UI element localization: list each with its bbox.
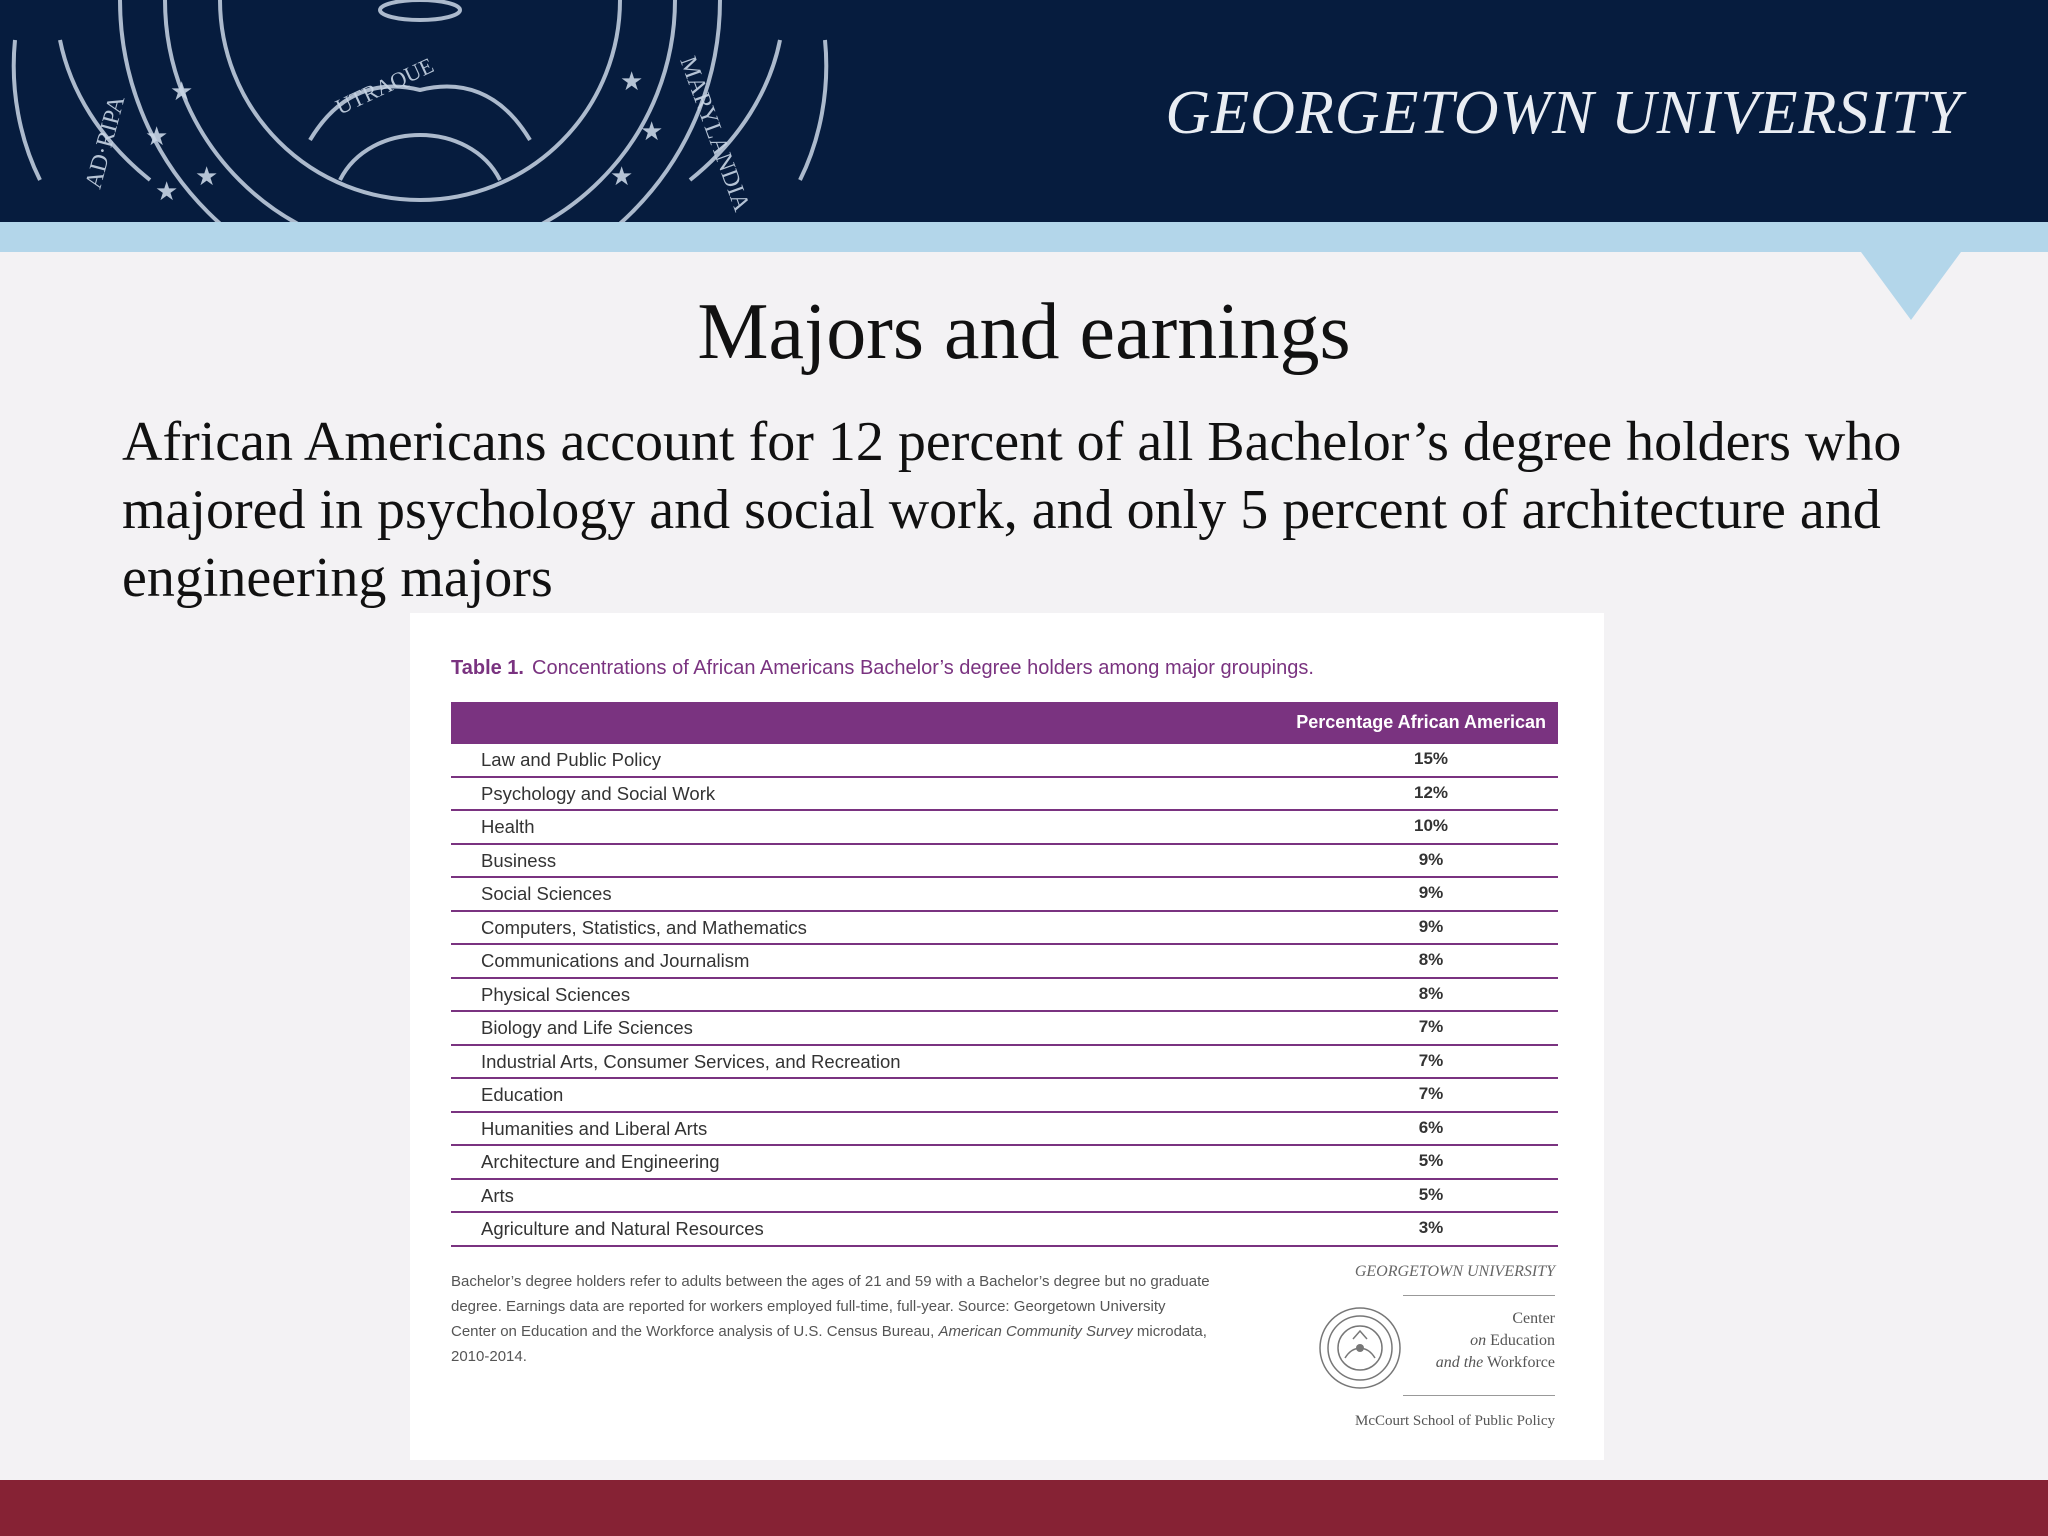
- row-major: Architecture and Engineering: [481, 1151, 720, 1172]
- footnote-tail: microdata, 2010-2014.: [451, 1323, 1207, 1365]
- row-percentage: 12%: [1413, 782, 1449, 802]
- table-row: [451, 1180, 1558, 1214]
- table-footnote: [451, 1269, 1211, 1369]
- row-major: Humanities and Liberal Arts: [481, 1117, 708, 1139]
- cew-line-workforce: and the Workforce: [1435, 1354, 1555, 1371]
- svg-text:★: ★: [610, 162, 634, 191]
- row-percentage: 7%: [1418, 1050, 1444, 1070]
- svg-text:MARYLANDIA: MARYLANDIA: [674, 53, 755, 215]
- table-row: [451, 811, 1558, 845]
- svg-text:UTRAQUE: UTRAQUE: [331, 52, 438, 120]
- svg-text:★: ★: [640, 117, 664, 146]
- row-percentage: 9%: [1418, 883, 1444, 902]
- row-percentage: 3%: [1418, 1218, 1444, 1237]
- svg-text:★: ★: [620, 67, 644, 96]
- row-major: Health: [481, 816, 535, 837]
- row-percentage: 7%: [1418, 1084, 1444, 1103]
- cew-line-center: Center: [1512, 1310, 1555, 1327]
- table-header: [451, 702, 1558, 744]
- cew-logo: [1315, 1263, 1555, 1443]
- table-row: [451, 1213, 1558, 1247]
- table-row: [451, 945, 1558, 979]
- row-major: Arts: [481, 1184, 514, 1206]
- svg-text:★: ★: [195, 162, 219, 191]
- row-major: Business: [481, 849, 557, 871]
- row-percentage: 6%: [1418, 1117, 1444, 1137]
- table-row: [451, 744, 1558, 778]
- cew-seal-icon: [1315, 1303, 1405, 1393]
- row-major: Agriculture and Natural Resources: [481, 1218, 764, 1239]
- row-percentage: 15%: [1413, 749, 1449, 768]
- row-major: Law and Public Policy: [481, 749, 661, 770]
- svg-text:★: ★: [145, 122, 169, 151]
- row-major: Communications and Journalism: [481, 950, 750, 971]
- cew-brand: GEORGETOWN UNIVERSITY: [1354, 1263, 1555, 1280]
- row-major: Psychology and Social Work: [481, 782, 716, 804]
- row-percentage: 9%: [1418, 849, 1444, 869]
- footer-band: [0, 1480, 2048, 1536]
- cew-divider: [1403, 1295, 1555, 1296]
- row-major: Biology and Life Sciences: [481, 1017, 693, 1038]
- row-percentage: 7%: [1418, 1017, 1444, 1036]
- svg-text:★: ★: [170, 77, 194, 106]
- row-major: Social Sciences: [481, 883, 612, 904]
- cew-line-education: on Education: [1470, 1332, 1555, 1349]
- slide-title: Majors and earnings: [697, 288, 1351, 376]
- university-seal-icon: [0, 0, 860, 222]
- table-row: [451, 912, 1558, 946]
- table-row: [451, 1079, 1558, 1113]
- table-panel: [410, 613, 1604, 1460]
- cew-divider: [1403, 1395, 1555, 1396]
- university-brand: GEORGETOWN UNIVERSITY: [1165, 79, 1962, 147]
- table-caption-text: Concentrations of African Americans Bachelor’s degree holders among major groupings.: [532, 657, 1314, 679]
- cew-school: McCourt School of Public Policy: [1355, 1413, 1555, 1429]
- header-stripe: [0, 222, 2048, 252]
- row-percentage: 5%: [1418, 1151, 1444, 1170]
- cew-center-name: [1436, 1308, 1555, 1374]
- data-table: [451, 702, 1558, 1247]
- table-row: [451, 1146, 1558, 1180]
- column-header-percentage: Percentage African American: [1296, 712, 1546, 732]
- row-major: Physical Sciences: [481, 983, 631, 1005]
- table-label: Table 1.: [451, 657, 524, 679]
- row-percentage: 9%: [1418, 916, 1444, 936]
- table-row: [451, 1012, 1558, 1046]
- footnote-source: American Community Survey: [938, 1323, 1133, 1340]
- footnote-main: Bachelor’s degree holders refer to adults between the ages of 21 and 59 with a Bachelor’s degree but no graduate degree. Earnings data are reported for workers employed full-time, full-year. Source: Georgetown University Center on Education and the Workforce analysis of U.S. Census Bureau,: [451, 1273, 1210, 1340]
- svg-text:AD·RIPA: AD·RIPA: [80, 92, 131, 192]
- svg-text:★: ★: [155, 177, 179, 206]
- row-major: Education: [481, 1084, 564, 1105]
- slide-body: African Americans account for 12 percent of all Bachelor’s degree holders who majored in psychology and social work, and only 5 percent of architecture and engineering majors: [122, 411, 1902, 609]
- table-row: [451, 1113, 1558, 1147]
- row-percentage: 8%: [1418, 950, 1444, 969]
- row-major: Computers, Statistics, and Mathematics: [481, 916, 807, 938]
- table-row: [451, 778, 1558, 812]
- table-row: [451, 979, 1558, 1013]
- table-row: [451, 1046, 1558, 1080]
- table-row: [451, 878, 1558, 912]
- row-percentage: 8%: [1418, 983, 1444, 1003]
- row-percentage: 5%: [1418, 1184, 1444, 1204]
- header-banner: [0, 0, 2048, 222]
- row-major: Industrial Arts, Consumer Services, and Recreation: [481, 1050, 901, 1072]
- table-caption: [451, 657, 1314, 680]
- row-percentage: 10%: [1413, 816, 1449, 835]
- table-row: [451, 845, 1558, 879]
